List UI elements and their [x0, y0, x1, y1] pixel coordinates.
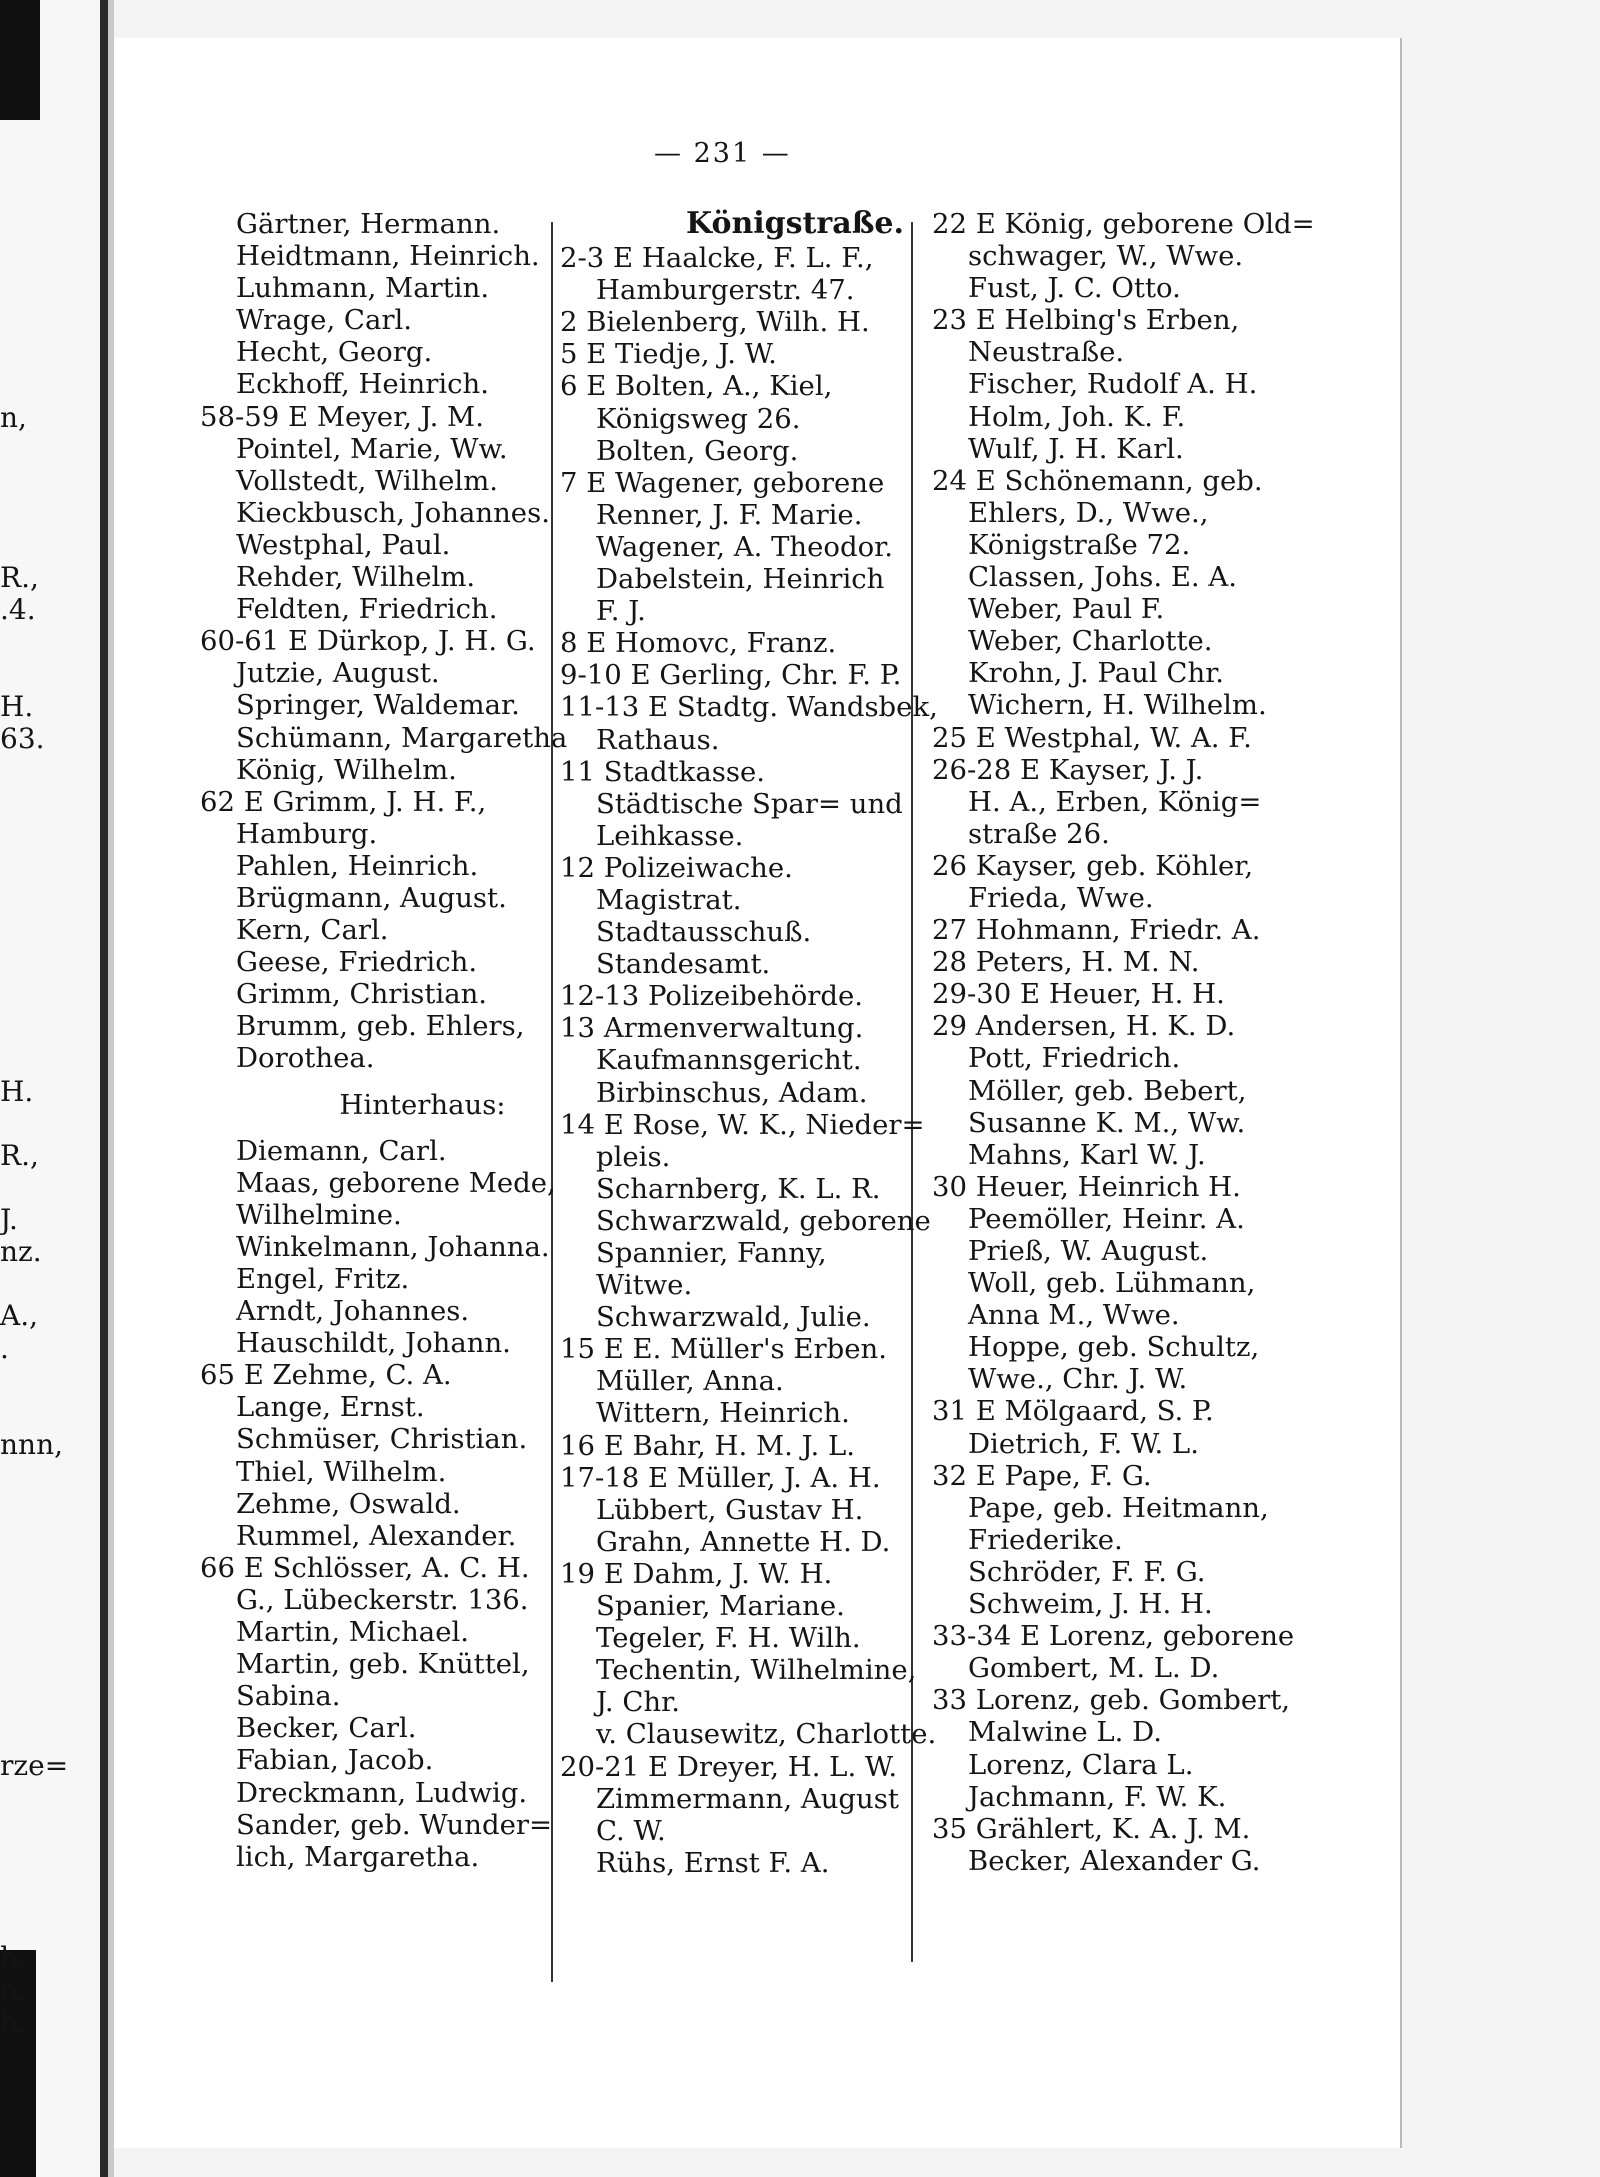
- directory-entry: Magistrat.: [596, 883, 742, 916]
- previous-page-fragment: R.,: [0, 561, 39, 595]
- directory-entry: Rathaus.: [596, 723, 720, 756]
- section-heading: Hinterhaus:: [339, 1088, 506, 1121]
- directory-entry: 27 Hohmann, Friedr. A.: [932, 914, 1261, 947]
- directory-entry: 14 E Rose, W. K., Nieder=: [560, 1108, 925, 1141]
- previous-page-fragment: nnn,: [0, 1427, 63, 1461]
- directory-entry: Peemöller, Heinr. A.: [968, 1202, 1245, 1235]
- directory-entry: 23 E Helbing's Erben,: [932, 304, 1240, 337]
- directory-entry: Wwe., Chr. J. W.: [968, 1363, 1188, 1396]
- directory-entry: 65 E Zehme, C. A.: [200, 1359, 452, 1392]
- directory-entry: Schmüser, Christian.: [236, 1423, 528, 1456]
- directory-entry: Möller, geb. Bebert,: [968, 1074, 1247, 1107]
- directory-entry: Spanier, Mariane.: [596, 1590, 845, 1623]
- previous-page-fragment: H.: [0, 1074, 34, 1108]
- directory-entry: 32 E Pape, F. G.: [932, 1459, 1152, 1492]
- directory-entry: Schümann, Margaretha: [236, 721, 568, 754]
- directory-entry: Engel, Fritz.: [236, 1263, 410, 1295]
- directory-entry: Wagener, A. Theodor.: [596, 530, 893, 563]
- directory-entry: 66 E Schlösser, A. C. H.: [200, 1551, 530, 1584]
- directory-entry: 2-3 E Haalcke, F. L. F.,: [560, 242, 874, 275]
- directory-entry: F. J.: [596, 595, 646, 628]
- directory-entry: 11-13 E Stadtg. Wandsbek,: [560, 691, 938, 724]
- directory-entry: Kern, Carl.: [236, 914, 389, 947]
- directory-entry: Dietrich, F. W. L.: [968, 1427, 1199, 1460]
- directory-entry: Brumm, geb. Ehlers,: [236, 1010, 525, 1043]
- directory-entry: Mahns, Karl W. J.: [968, 1138, 1206, 1171]
- directory-entry: 11 Stadtkasse.: [560, 755, 765, 788]
- directory-entry: Zimmermann, August: [596, 1782, 899, 1815]
- directory-entry: 7 E Wagener, geborene: [560, 466, 885, 499]
- directory-entry: Vollstedt, Wilhelm.: [236, 464, 499, 497]
- directory-entry: Feldten, Friedrich.: [236, 593, 498, 626]
- directory-entry: 22 E König, geborene Old=: [932, 208, 1315, 240]
- directory-entry: Wulf, J. H. Karl.: [968, 432, 1184, 465]
- directory-entry: 17-18 E Müller, J. A. H.: [560, 1461, 881, 1494]
- directory-entry: v. Clausewitz, Charlotte.: [596, 1718, 937, 1751]
- directory-entry: 29-30 E Heuer, H. H.: [932, 978, 1225, 1011]
- directory-entry: Jutzie, August.: [236, 657, 440, 690]
- directory-entry: Wichern, H. Wilhelm.: [968, 689, 1267, 722]
- directory-entry: König, Wilhelm.: [236, 753, 457, 786]
- directory-entry: Fischer, Rudolf A. H.: [968, 368, 1258, 401]
- directory-entry: 58-59 E Meyer, J. M.: [200, 400, 484, 433]
- previous-page-fragments: [0, 0, 100, 2177]
- previous-page-fragment: R.,: [0, 1138, 39, 1172]
- previous-page-fragment: nz.: [0, 1235, 42, 1269]
- directory-entry: Weber, Charlotte.: [968, 625, 1213, 658]
- directory-entry: 9-10 E Gerling, Chr. F. P.: [560, 659, 902, 692]
- directory-entry: Springer, Waldemar.: [236, 689, 520, 722]
- directory-entry: Hauschildt, Johann.: [236, 1327, 511, 1360]
- directory-entry: Dorothea.: [236, 1042, 375, 1075]
- directory-entry: Lange, Ernst.: [236, 1391, 425, 1424]
- street-heading: Königstraße.: [686, 206, 904, 241]
- directory-entry: J. Chr.: [596, 1686, 680, 1719]
- directory-entry: Pott, Friedrich.: [968, 1042, 1181, 1075]
- directory-entry: Zehme, Oswald.: [236, 1487, 461, 1520]
- directory-entry: Königstraße 72.: [968, 528, 1191, 561]
- directory-entry: 25 E Westphal, W. A. F.: [932, 721, 1252, 754]
- previous-page-fragment: J.: [0, 1203, 18, 1237]
- directory-entry: Jachmann, F. W. K.: [968, 1780, 1227, 1813]
- directory-entry: Classen, Johs. E. A.: [968, 561, 1237, 594]
- directory-entry: Eckhoff, Heinrich.: [236, 368, 490, 401]
- directory-entry: Pape, geb. Heitmann,: [968, 1491, 1269, 1524]
- previous-page-fragment: 63.: [0, 721, 45, 755]
- directory-entry: Sander, geb. Wunder=: [236, 1808, 553, 1841]
- directory-entry: Rühs, Ernst F. A.: [596, 1846, 830, 1879]
- directory-entry: 33 Lorenz, geb. Gombert,: [932, 1684, 1291, 1717]
- directory-entry: 20-21 E Dreyer, H. L. W.: [560, 1750, 898, 1783]
- directory-entry: Fust, J. C. Otto.: [968, 272, 1181, 305]
- directory-entry: H. A., Erben, König=: [968, 785, 1262, 818]
- previous-page-fragment: n,: [0, 400, 27, 434]
- directory-entry: Grimm, Christian.: [236, 978, 488, 1011]
- directory-entry: Maas, geborene Mede,: [236, 1166, 556, 1199]
- directory-entry: 60-61 E Dürkop, J. H. G.: [200, 625, 536, 658]
- directory-entry: 28 Peters, H. M. N.: [932, 946, 1200, 979]
- page: [114, 38, 1400, 2148]
- directory-entry: Schwarzwald, Julie.: [596, 1301, 871, 1334]
- directory-entry: Malwine L. D.: [968, 1716, 1162, 1749]
- directory-entry: Rummel, Alexander.: [236, 1519, 517, 1552]
- directory-entry: Friederike.: [968, 1523, 1123, 1556]
- directory-entry: C. W.: [596, 1814, 666, 1847]
- previous-page-fragment: rze=: [0, 1748, 69, 1782]
- directory-entry: lich, Margaretha.: [236, 1840, 480, 1873]
- directory-entry: pleis.: [596, 1140, 671, 1173]
- directory-entry: Techentin, Wilhelmine,: [596, 1654, 917, 1687]
- directory-entry: Thiel, Wilhelm.: [236, 1455, 447, 1488]
- directory-entry: schwager, W., Wwe.: [968, 240, 1244, 273]
- directory-entry: Dabelstein, Heinrich: [596, 563, 885, 596]
- directory-entry: Standesamt.: [596, 948, 771, 981]
- directory-entry: 15 E E. Müller's Erben.: [560, 1333, 887, 1366]
- directory-entry: Leihkasse.: [596, 819, 744, 852]
- directory-entry: Hamburgerstr. 47.: [596, 274, 855, 307]
- directory-entry: Krohn, J. Paul Chr.: [968, 657, 1225, 690]
- directory-entry: Geese, Friedrich.: [236, 946, 478, 979]
- directory-entry: Martin, geb. Knüttel,: [236, 1648, 530, 1681]
- directory-entry: Lorenz, Clara L.: [968, 1748, 1194, 1781]
- directory-entry: Birbinschus, Adam.: [596, 1076, 868, 1109]
- directory-entry: Anna M., Wwe.: [968, 1299, 1180, 1332]
- directory-entry: Wrage, Carl.: [236, 304, 413, 337]
- directory-entry: 29 Andersen, H. K. D.: [932, 1010, 1236, 1043]
- directory-entry: Woll, geb. Lühmann,: [968, 1267, 1256, 1300]
- directory-entry: G., Lübeckerstr. 136.: [236, 1583, 529, 1616]
- directory-entry: Städtische Spar= und: [596, 787, 903, 820]
- directory-entry: 12 Polizeiwache.: [560, 851, 793, 884]
- directory-entry: Susanne K. M., Ww.: [968, 1106, 1246, 1139]
- directory-entry: 62 E Grimm, J. H. F.,: [200, 785, 487, 818]
- directory-entry: Sabina.: [236, 1680, 341, 1713]
- directory-entry: Fabian, Jacob.: [236, 1744, 434, 1777]
- directory-entry: Hecht, Georg.: [236, 336, 433, 369]
- previous-page-fragment: H.: [0, 689, 34, 723]
- directory-entry: Spannier, Fanny,: [596, 1237, 827, 1269]
- directory-entry: Winkelmann, Johanna.: [236, 1230, 550, 1263]
- column-3: [932, 208, 1402, 1877]
- directory-entry: Ehlers, D., Wwe.,: [968, 496, 1209, 529]
- directory-entry: 19 E Dahm, J. W. H.: [560, 1557, 833, 1590]
- directory-entry: 2 Bielenberg, Wilh. H.: [560, 306, 870, 339]
- directory-entry: Westphal, Paul.: [236, 528, 451, 561]
- directory-entry: Gärtner, Hermann.: [236, 208, 501, 240]
- directory-entry: Rehder, Wilhelm.: [236, 561, 476, 594]
- directory-entry: Tegeler, F. H. Wilh.: [596, 1622, 861, 1655]
- directory-entry: Schweim, J. H. H.: [968, 1588, 1213, 1621]
- directory-entry: 6 E Bolten, A., Kiel,: [560, 370, 833, 403]
- previous-page-fragment: .: [0, 1331, 9, 1365]
- directory-entry: Bolten, Georg.: [596, 434, 799, 467]
- directory-entry: Pahlen, Heinrich.: [236, 849, 479, 882]
- directory-entry: 16 E Bahr, H. M. J. L.: [560, 1429, 855, 1462]
- directory-entry: 12-13 Polizeibehörde.: [560, 980, 864, 1013]
- binding-fold: [100, 0, 108, 2177]
- directory-entry: Martin, Michael.: [236, 1616, 470, 1649]
- directory-entry: Schwarzwald, geborene: [596, 1204, 931, 1237]
- directory-entry: Renner, J. F. Marie.: [596, 498, 863, 531]
- previous-page-fragment: h.: [0, 2005, 27, 2039]
- previous-page-fragment: A.,: [0, 1299, 39, 1333]
- directory-entry: Becker, Carl.: [236, 1712, 417, 1745]
- directory-entry: Wilhelmine.: [236, 1198, 402, 1231]
- previous-page-fragment: n.: [0, 1973, 27, 2007]
- directory-entry: Frieda, Wwe.: [968, 881, 1154, 914]
- directory-entry: Luhmann, Martin.: [236, 272, 490, 305]
- directory-entry: Witwe.: [596, 1269, 693, 1302]
- directory-entry: Brügmann, August.: [236, 881, 507, 914]
- directory-entry: Becker, Alexander G.: [968, 1844, 1261, 1877]
- directory-entry: 33-34 E Lorenz, geborene: [932, 1620, 1295, 1653]
- directory-entry: 8 E Homovc, Franz.: [560, 627, 837, 660]
- directory-entry: Dreckmann, Ludwig.: [236, 1776, 528, 1809]
- directory-entry: 5 E Tiedje, J. W.: [560, 338, 777, 371]
- directory-entry: Schröder, F. F. G.: [968, 1555, 1206, 1588]
- directory-entry: Wittern, Heinrich.: [596, 1397, 850, 1430]
- page-number: — 231 —: [654, 138, 791, 169]
- directory-entry: Scharnberg, K. L. R.: [596, 1172, 881, 1205]
- directory-entry: Hamburg.: [236, 817, 378, 850]
- directory-entry: 26 Kayser, geb. Köhler,: [932, 849, 1254, 882]
- directory-entry: 13 Armenverwaltung.: [560, 1012, 864, 1045]
- directory-entry: Pointel, Marie, Ww.: [236, 432, 508, 465]
- directory-entry: Neustraße.: [968, 336, 1125, 369]
- directory-entry: Kaufmannsgericht.: [596, 1044, 862, 1077]
- directory-entry: straße 26.: [968, 817, 1110, 850]
- directory-entry: Gombert, M. L. D.: [968, 1652, 1220, 1685]
- directory-entry: Prieß, W. August.: [968, 1235, 1209, 1267]
- directory-entry: Diemann, Carl.: [236, 1134, 447, 1167]
- directory-entry: Stadtausschuß.: [596, 916, 812, 949]
- directory-entry: Heidtmann, Heinrich.: [236, 240, 540, 273]
- directory-entry: Hoppe, geb. Schultz,: [968, 1331, 1260, 1364]
- directory-entry: Grahn, Annette H. D.: [596, 1525, 891, 1558]
- directory-entry: 24 E Schönemann, geb.: [932, 464, 1263, 497]
- directory-entry: 26-28 E Kayser, J. J.: [932, 753, 1204, 786]
- directory-entry: Weber, Paul F.: [968, 593, 1165, 626]
- directory-entry: Holm, Joh. K. F.: [968, 400, 1186, 433]
- directory-entry: Königsweg 26.: [596, 402, 801, 435]
- directory-entry: Lübbert, Gustav H.: [596, 1493, 864, 1526]
- directory-entry: Müller, Anna.: [596, 1365, 784, 1398]
- previous-page-fragment: .4.: [0, 593, 36, 627]
- directory-entry: Arndt, Johannes.: [236, 1295, 470, 1328]
- directory-entry: Kieckbusch, Johannes.: [236, 496, 550, 529]
- directory-entry: 31 E Mölgaard, S. P.: [932, 1395, 1214, 1428]
- previous-page-fragment: h.: [0, 1941, 27, 1975]
- directory-entry: 35 Grählert, K. A. J. M.: [932, 1812, 1251, 1845]
- directory-entry: 30 Heuer, Heinrich H.: [932, 1170, 1241, 1203]
